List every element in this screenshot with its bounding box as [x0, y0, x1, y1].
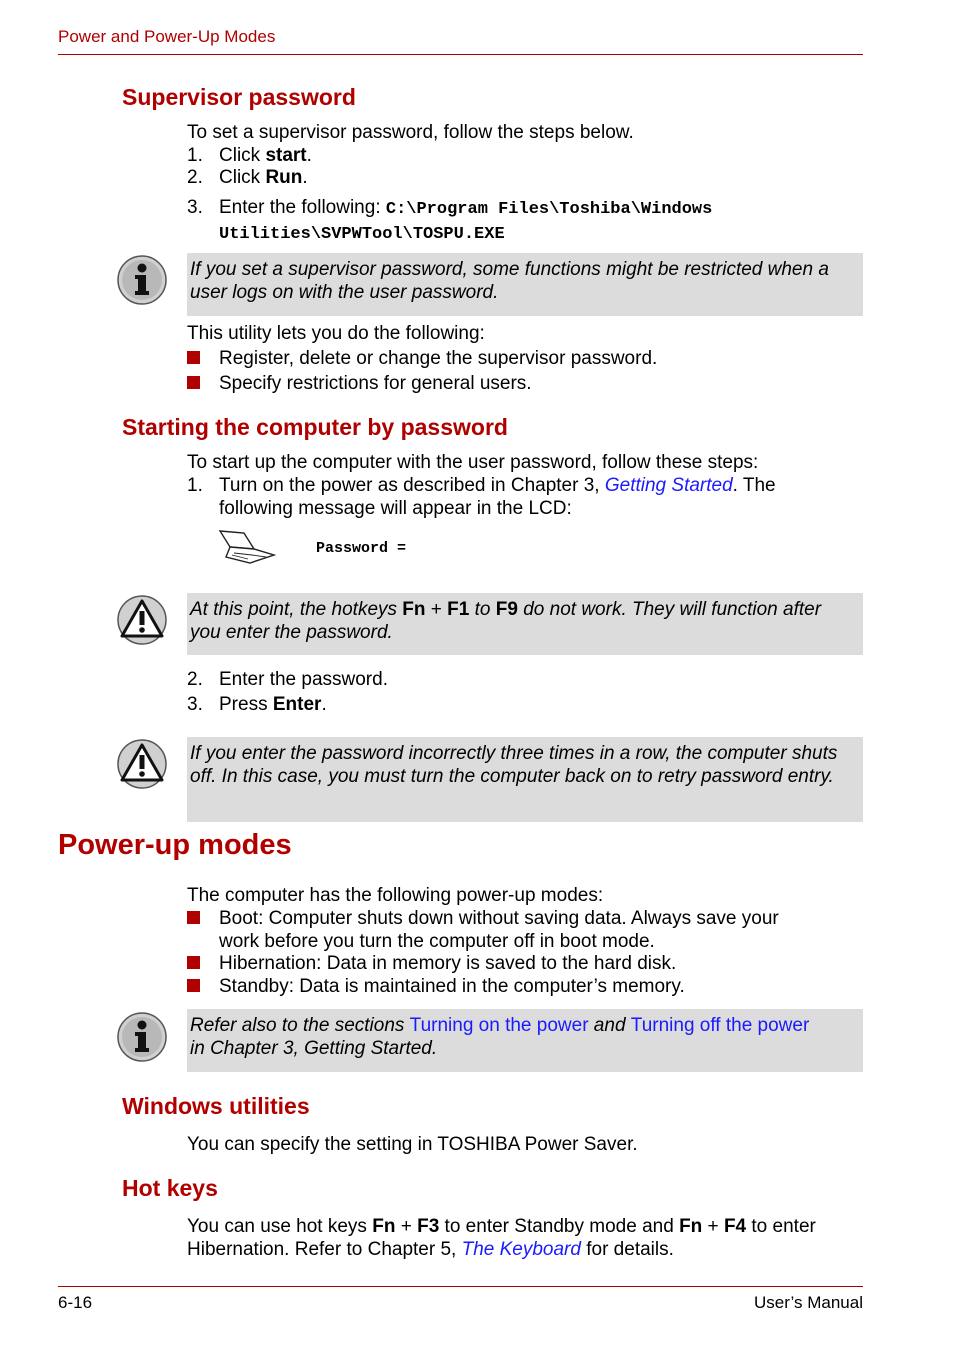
bullet-marker [187, 956, 200, 969]
bullet-marker [187, 376, 200, 389]
link-turning-off-power[interactable]: Turning off the power [630, 1015, 810, 1036]
step-number: 2. [187, 669, 203, 690]
heading-windows-utilities: Windows utilities [122, 1093, 310, 1119]
step-enter-path: Enter the following: C:\Program Files\Toshiba\Windows Utilities\SVPWTool\TOSPU.EXE [219, 197, 713, 244]
caution-hotkeys [187, 593, 863, 655]
step-number: 3. [187, 694, 203, 715]
step-click-run: Click Run. [219, 167, 308, 188]
link-turning-on-power[interactable]: Turning on the power [409, 1015, 589, 1036]
bullet-item: Specify restrictions for general users. [219, 373, 532, 394]
heading-power-up-modes: Power-up modes [58, 829, 292, 861]
path-code-line1: C:\Program Files\Toshiba\Windows [385, 200, 713, 219]
caution-text: If you enter the password incorrectly three times in a row, the computer shuts off. In this case, you must turn the computer back on to retry password entry. [190, 743, 838, 787]
bullet-item-hibernation: Hibernation: Data in memory is saved to the hard disk. [219, 953, 677, 974]
windows-utilities-text: You can specify the setting in TOSHIBA Power Saver. [187, 1134, 638, 1155]
caution-incorrect-password [187, 737, 863, 822]
step-click-start: Click start. [219, 145, 312, 166]
bullet-marker [187, 979, 200, 992]
heading-starting-computer: Starting the computer by password [122, 414, 508, 440]
bullet-marker [187, 911, 200, 924]
bullet-item: Register, delete or change the supervisor password. [219, 348, 658, 369]
bullet-marker [187, 351, 200, 364]
link-the-keyboard[interactable]: The Keyboard [461, 1239, 581, 1260]
page-number: 6-16 [58, 1293, 93, 1312]
utility-intro: This utility lets you do the following: [187, 323, 485, 344]
manual-title: User’s Manual [754, 1293, 863, 1312]
step-turn-on-power: Turn on the power as described in Chapter 3, Getting Started. The following message will appear in the LCD: [219, 475, 776, 519]
starting-intro: To start up the computer with the user password, follow these steps: [187, 452, 759, 473]
lcd-password-prompt: Password = [316, 540, 407, 557]
heading-hot-keys: Hot keys [122, 1175, 218, 1201]
note-refer-sections [187, 1009, 863, 1072]
running-header: Power and Power-Up Modes [58, 27, 276, 46]
note-text: Refer also to the sections Turning on the power and Turning off the power in Chapter 3, Getting Started. [190, 1015, 810, 1059]
step-number: 1. [187, 475, 203, 496]
step-number: 2. [187, 167, 203, 188]
heading-supervisor-password: Supervisor password [122, 84, 356, 110]
step-press-enter: Press Enter. [219, 694, 327, 715]
note-supervisor-restriction [187, 253, 863, 316]
caution-icon [116, 594, 168, 646]
caution-icon [116, 738, 168, 790]
step-enter-password: Enter the password. [219, 669, 388, 690]
header-rule [58, 54, 863, 55]
caution-text: At this point, the hotkeys Fn + F1 to F9 do not work. They will function after you enter the password. [190, 599, 822, 643]
link-getting-started[interactable]: Getting Started [604, 475, 733, 496]
step-number: 1. [187, 145, 203, 166]
supervisor-intro: To set a supervisor password, follow the steps below. [187, 122, 634, 143]
hot-keys-text: You can use hot keys Fn + F3 to enter Standby mode and Fn + F4 to enter Hibernation. Refer to Chapter 5, The Keyboard for details. [187, 1216, 816, 1260]
info-icon [116, 254, 168, 306]
note-text: If you set a supervisor password, some functions might be restricted when a user logs on with the user password. [190, 259, 829, 303]
path-code-line2: Utilities\SVPWTool\TOSPU.EXE [219, 225, 505, 244]
bullet-item-standby: Standby: Data is maintained in the computer’s memory. [219, 976, 685, 997]
footer-rule [58, 1286, 863, 1287]
laptop-icon [218, 529, 278, 565]
info-icon [116, 1011, 168, 1063]
step-number: 3. [187, 197, 203, 218]
powerup-intro: The computer has the following power-up modes: [187, 885, 604, 906]
bullet-item-boot: Boot: Computer shuts down without saving data. Always save your work before you turn the computer off in boot mode. [219, 908, 779, 952]
